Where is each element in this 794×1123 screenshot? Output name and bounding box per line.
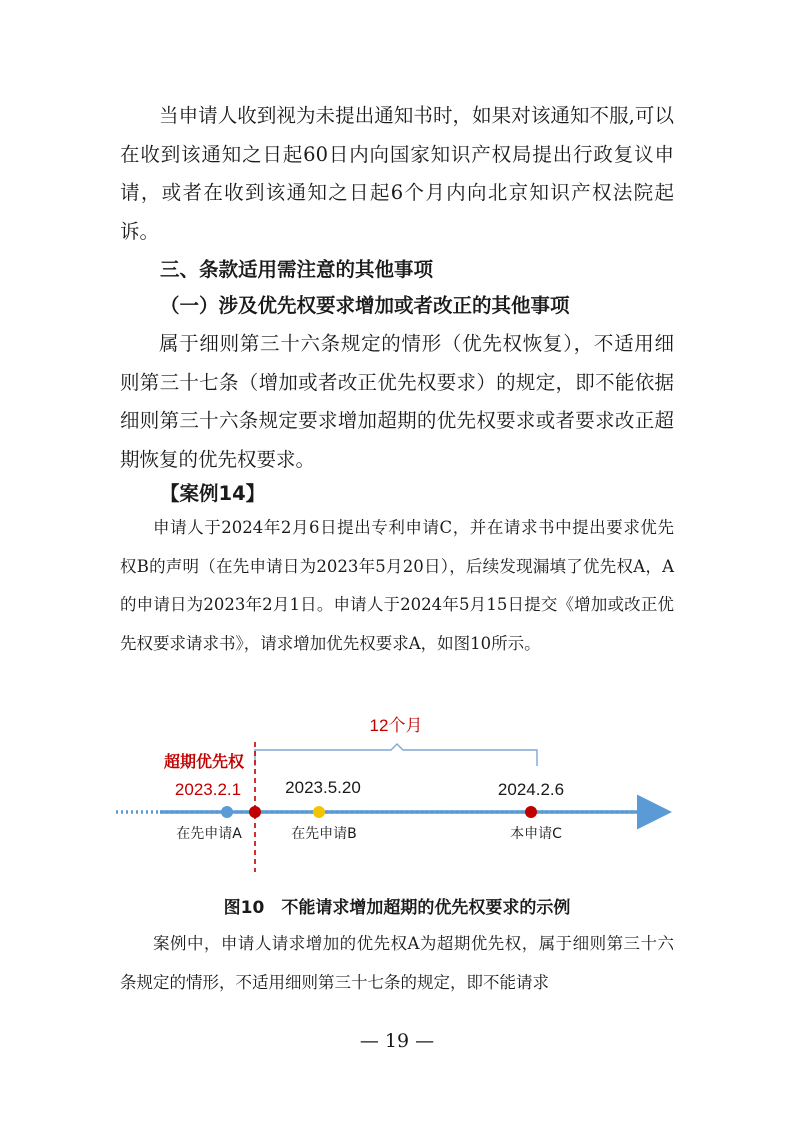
point-prior-b bbox=[313, 806, 325, 818]
date-label-a: 2023.2.1 bbox=[174, 780, 242, 799]
point-application-c bbox=[525, 806, 537, 818]
label-application-c: 本申请C bbox=[510, 826, 562, 842]
section-heading: 三、条款适用需注意的其他事项 bbox=[160, 258, 434, 281]
paragraph-conclusion: 案例中，申请人请求增加的优先权A为超期优先权，属于细则第三十六条规定的情形，不适用细则第三十七条的规定，即不能请求 bbox=[120, 934, 674, 992]
page-number: — 19 — bbox=[359, 1030, 435, 1052]
twelve-month-label: 12个月 bbox=[369, 716, 423, 735]
paragraph-notice: 当申请人收到视为未提出通知书时，如果对该通知不服,可以在收到该通知之日起60日内向国家知识产权局提出行政复议申请，或者在收到该通知之日起6个月内向北京知识产权法院起诉。 bbox=[120, 104, 674, 243]
point-prior-a bbox=[221, 806, 233, 818]
figure-caption: 图10 不能请求增加超期的优先权要求的示例 bbox=[223, 898, 571, 918]
label-prior-b: 在先申请B bbox=[291, 826, 357, 842]
twelve-month-bracket bbox=[255, 744, 537, 766]
date-label-b: 2023.5.20 bbox=[285, 778, 361, 797]
case-description: 申请人于2024年2月6日提出专利申请C，并在请求书中提出要求优先权B的声明（在先申请日为2023年5月20日），后续发现漏填了优先权A，A的申请日为2023年2月1日。申请人于2024年5月15日提交《增加或改正优先权要求请求书》，请求增加优先权要求A，如图10所示。 bbox=[120, 518, 674, 653]
paragraph-rule: 属于细则第三十六条规定的情形（优先权恢复），不适用细则第三十七条（增加或者改正优先权要求）的规定，即不能依据细则第三十六条规定要求增加超期的优先权要求或者要求改正超期恢复的优先权要求。 bbox=[120, 332, 674, 471]
overdue-priority-label: 超期优先权 bbox=[163, 752, 245, 771]
label-prior-a: 在先申请A bbox=[176, 826, 242, 842]
point-divider bbox=[249, 806, 261, 818]
subsection-heading: （一）涉及优先权要求增加或者改正的其他事项 bbox=[160, 294, 570, 317]
case-label: 【案例14】 bbox=[160, 482, 266, 505]
date-label-c: 2024.2.6 bbox=[497, 780, 565, 799]
timeline-figure bbox=[100, 700, 700, 890]
